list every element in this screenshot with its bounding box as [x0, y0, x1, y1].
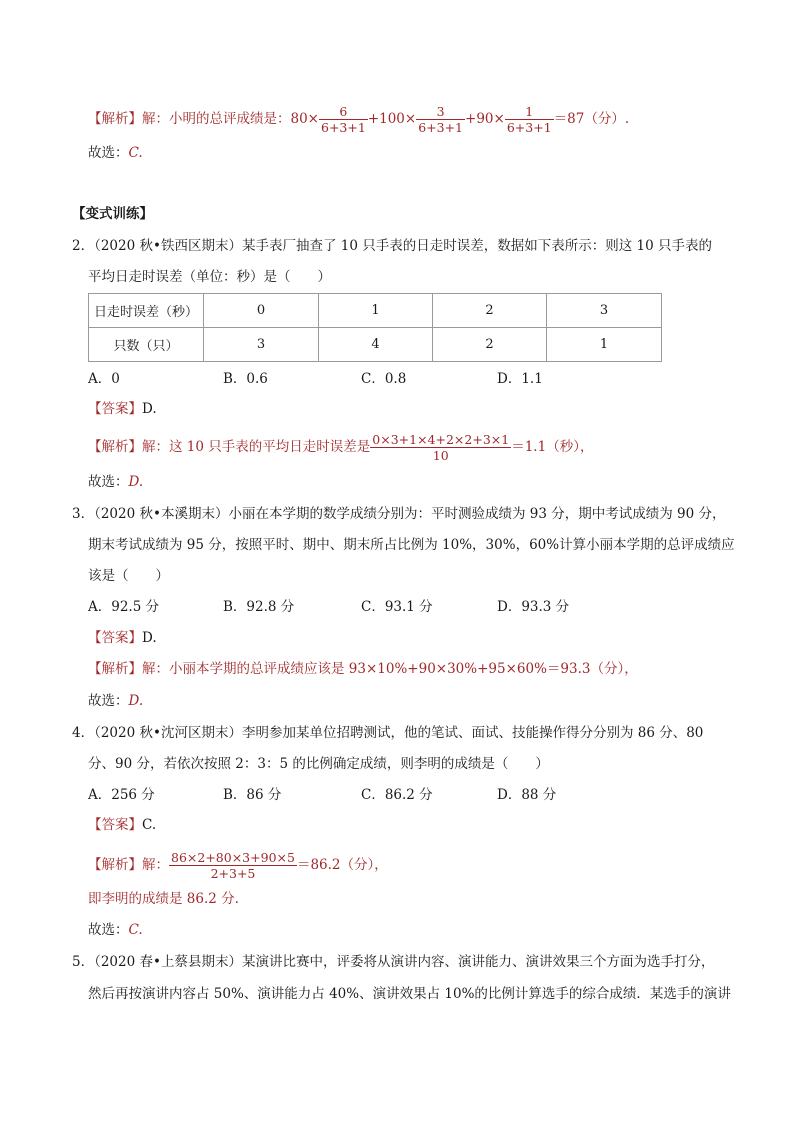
fraction-denominator: 6+3+1 [418, 120, 464, 135]
table-cell: 1 [547, 328, 662, 362]
table-header-cell: 只数（只） [89, 328, 204, 362]
answer-value: D. [142, 401, 157, 417]
q4-option-b: B．86 分 [223, 787, 282, 803]
table-cell: 1 [319, 294, 433, 328]
fraction [505, 104, 554, 135]
analysis-expression: 93×10%+90×30%+95×60%＝93.3（分）， [348, 661, 638, 677]
q1-choose [88, 144, 143, 162]
fraction [319, 104, 368, 135]
table-cell: 4 [319, 328, 433, 362]
conclusion-suffix: 分. [216, 891, 239, 907]
q2-analysis [88, 432, 593, 463]
fraction-numerator: 3 [436, 104, 445, 119]
q4-option-a: A．256 分 [88, 787, 155, 803]
fraction [370, 432, 511, 463]
expr-term: +90× [465, 111, 505, 127]
fraction-numerator: 86×2+80×3+90×5 [171, 850, 295, 865]
analysis-tag: 【解析】 [88, 857, 142, 873]
answer-tag: 【答案】 [88, 401, 142, 417]
analysis-prefix: 解： [142, 857, 169, 873]
q2-data-table [88, 293, 662, 362]
choose-value: C. [128, 922, 143, 938]
q4-choose [88, 921, 143, 939]
table-cell: 3 [204, 328, 319, 362]
q3-stem-line3: 该是（ ） [88, 568, 169, 584]
fraction-numerator: 0×3+1×4+2×2+3×1 [372, 432, 510, 447]
expr-term: +100× [367, 111, 417, 127]
q3-stem-line1: 3．（2020 秋•本溪期末）小丽在本学期的数学成绩分别为：平时测验成绩为 93 分，期中考试成绩为 90 分， [72, 506, 726, 522]
table-cell: 3 [547, 294, 662, 328]
fraction [416, 104, 465, 135]
choose-value: C. [128, 145, 143, 161]
q3-answer [88, 629, 157, 647]
q3-option-a: A．92.5 分 [88, 599, 160, 615]
expr-result: ＝87（分）. [553, 111, 630, 127]
q4-answer [88, 816, 156, 834]
choose-value: D. [128, 693, 144, 709]
table-cell: 2 [433, 328, 547, 362]
q2-option-b: B．0.6 [223, 371, 268, 387]
fraction [169, 850, 297, 881]
q4-stem-line1: 4．（2020 秋•沈河区期末）李明参加某单位招聘测试，他的笔试、面试、技能操作得分分别为 86 分、80 [72, 725, 704, 741]
q3-option-d: D．93.3 分 [497, 599, 570, 615]
q2-option-d: D．1.1 [497, 371, 543, 387]
expr-term: 80× [290, 111, 319, 127]
q2-answer [88, 400, 157, 418]
fraction-numerator: 1 [525, 104, 534, 119]
q4-stem-line2: 分、90 分，若依次按照 2：3：5 的比例确定成绩，则李明的成绩是（ ） [88, 756, 549, 772]
q2-option-a: A．0 [88, 371, 120, 387]
analysis-prefix: 解：小明的总评成绩是： [142, 111, 291, 127]
q2-choose [88, 473, 143, 491]
choose-label: 故选： [88, 145, 129, 161]
q5-stem-line2: 然后再按演讲内容占 50%、演讲能力占 40%、演讲效果占 10%的比例计算选手的综合成绩．某选手的演讲 [88, 986, 731, 1002]
answer-tag: 【答案】 [88, 817, 142, 833]
fraction-numerator: 6 [339, 104, 348, 119]
table-row [89, 328, 662, 362]
analysis-tag: 【解析】 [88, 661, 142, 677]
expr-result: ＝1.1（秒）， [511, 439, 594, 455]
analysis-tag: 【解析】 [88, 439, 142, 455]
table-cell: 2 [433, 294, 547, 328]
table-header-cell: 日走时误差（秒） [89, 294, 204, 328]
q2-stem-line1: 2．（2020 秋•铁西区期末）某手表厂抽查了 10 只手表的日走时误差，数据如下表所示：则这 10 只手表的 [72, 238, 712, 254]
section-title: 【变式训练】 [72, 206, 153, 222]
expr-result: ＝86.2（分）， [296, 857, 388, 873]
q2-option-c: C．0.8 [361, 371, 407, 387]
analysis-prefix: 解：这 10 只手表的平均日走时误差是 [142, 439, 371, 455]
table-row [89, 294, 662, 328]
table-cell: 0 [204, 294, 319, 328]
choose-label: 故选： [88, 474, 129, 490]
q4-conclusion [88, 890, 239, 908]
q2-stem-line2: 平均日走时误差（单位：秒）是（ ） [88, 269, 331, 285]
q3-option-b: B．92.8 分 [223, 599, 295, 615]
fraction-denominator: 6+3+1 [506, 120, 552, 135]
choose-label: 故选： [88, 693, 129, 709]
answer-value: C. [142, 817, 157, 833]
q3-stem-line2: 期末考试成绩为 95 分，按照平时、期中、期末所占比例为 10%，30%，60%计算小丽本学期的总评成绩应 [88, 537, 735, 553]
q4-analysis [88, 850, 388, 881]
q3-analysis [88, 660, 638, 678]
q5-stem-line1: 5．（2020 春•上蔡县期末）某演讲比赛中，评委将从演讲内容、演讲能力、演讲效果三个方面为选手打分， [72, 954, 715, 970]
analysis-tag: 【解析】 [88, 111, 142, 127]
answer-value: D. [142, 630, 157, 646]
fraction-denominator: 2+3+5 [169, 865, 297, 881]
q4-option-d: D．88 分 [497, 787, 557, 803]
q3-option-c: C．93.1 分 [361, 599, 433, 615]
q1-analysis [88, 104, 629, 135]
fraction-denominator: 6+3+1 [321, 120, 366, 135]
conclusion-prefix: 即李明的成绩是 [88, 891, 187, 907]
choose-value: D. [128, 474, 144, 490]
q3-choose [88, 692, 143, 710]
q4-option-c: C．86.2 分 [361, 787, 433, 803]
answer-tag: 【答案】 [88, 630, 142, 646]
choose-label: 故选： [88, 922, 129, 938]
fraction-denominator: 10 [370, 447, 511, 463]
analysis-prefix: 解：小丽本学期的总评成绩应该是 [142, 661, 349, 677]
conclusion-value: 86.2 [186, 891, 217, 907]
